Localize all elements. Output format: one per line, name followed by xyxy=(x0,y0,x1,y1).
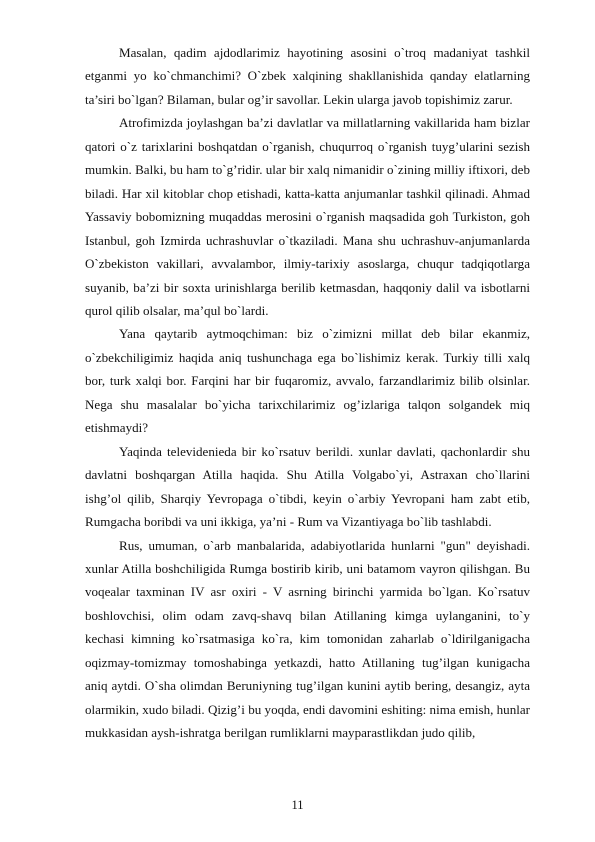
paragraph-2: Atrofimizda joylashgan ba’zi davlatlar va millatlarning vakillarida ham bizlar qatori o`z tarixlarini boshqatdan o`rganish, chuqurroq o`rganish tuyg’ularini sezish mumkin. Balki, bu ham to`g’ridir. ular bir xalq nimanidir o`zining milliy iftixori, deb biladi. Har xil kitoblar chop etishadi, katta-katta anjumanlar tashkil qilinadi. Ahmad Yassaviy bobomizning muqaddas merosini o`rganish maqsadida goh Turkiston, goh Istanbul, goh Izmirda uchrashuvlar o`tkaziladi. Mana shu uchrashuv-anjumanlarda O`zbekiston vakillari, avvalambor, ilmiy-tarixiy asoslarga, chuqur tadqiqotlarga suyanib, ba’zi bir soxta urinishlarga berilib ketmasdan, haqqoniy dalil va isbotlarni qurol qilib olsalar, ma’qul bo`lardi. xyxy=(85,115,530,318)
paragraph-3: Yana qaytarib aytmoqchiman: biz o`zimizni millat deb bilar ekanmiz, o`zbekchiligimiz haqida aniq tushunchaga ega bo`lishimiz kerak. Turkiy tilli xalq bor, turk xalqi bor. Farqini har bir fuqaromiz, avvalo, farzandlarimiz bilib olsinlar. Nega shu masalalar bo`yicha tarixchilarimiz og’izlariga talqon solgandek miq etishmaydi? xyxy=(85,326,530,436)
paragraph-1: Masalan, qadim ajdodlarimiz hayotining asosini o`troq madaniyat tashkil etganmi yo ko`chmanchimi? O`zbek xalqining shakllanishida qanday elatlarning ta’siri bo`lgan? Bilaman, bular og’ir savollar. Lekin ularga javob topishimiz zarur. xyxy=(85,45,530,107)
document-body xyxy=(85,41,530,745)
page-number: 11 xyxy=(291,798,304,812)
paragraph-5: Rus, umuman, o`arb manbalarida, adabiyotlarida hunlarni "gun" deyishadi. xunlar Atilla boshchiligida Rumga bostirib kirib, uni batamom vayron qilishgan. Bu voqealar taxminan IV asr oxiri - V asrning birinchi yarmida bo`lgan. Ko`rsatuv boshlovchisi, olim odam zavq-shavq bilan Atillaning kimga uylanganini, to`y kechasi kimning ko`rsatmasiga ko`ra, kim tomonidan zaharlab o`ldirilganigacha oqizmay-tomizmay tomoshabinga yetkazdi, hatto Atillaning tug’ilgan kunigacha aniq aytdi. O`sha olimdan Beruniyning tug’ilgan kunini aytib bering, desangiz, ayta olarmikin, xudo biladi. Qizig’i bu yoqda, endi davomini eshiting: nima emish, hunlar mukkasidan aysh-ishratga berilgan rumliklarni mayparastlikdan judo qilib, xyxy=(85,537,530,741)
paragraph-4: Yaqinda televidenieda bir ko`rsatuv berildi. xunlar davlati, qachonlardir shu davlatni boshqargan Atilla haqida. Shu Atilla Volgabo`yi, Astraxan cho`llarini ishg’ol qilib, Sharqiy Yevropaga o`tibdi, keyin o`arbiy Yevropani ham zabt etib, Rumgacha boribdi va uni ikkiga, ya’ni - Rum va Vizantiyaga bo`lib tashlabdi. xyxy=(85,443,530,530)
